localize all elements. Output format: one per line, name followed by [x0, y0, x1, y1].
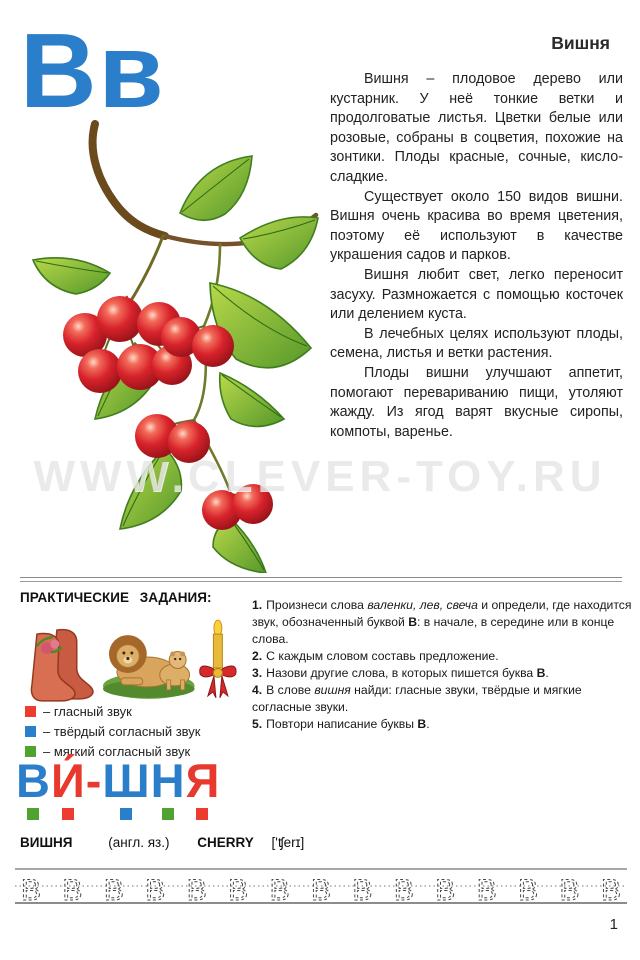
word-letter-accented: И́ — [50, 754, 85, 807]
paragraph: Вишня любит свет, легко переносит засуху. Размножается с помощью косточек или делением куста. — [330, 266, 623, 323]
page-number: 1 — [609, 916, 618, 933]
candle-picture — [196, 618, 240, 702]
task-text-italic: вишня — [314, 683, 351, 697]
task-item — [252, 648, 632, 665]
felt-boots-picture — [25, 624, 101, 702]
task-pictures-row — [25, 614, 240, 702]
task-text: С каждым словом составь предложение. — [266, 649, 499, 663]
task-number: 3. — [252, 666, 263, 680]
blue-square-icon — [25, 726, 36, 737]
page-title: Вишня — [551, 33, 610, 53]
task-text: : в начале, в середине или в конце слова. — [252, 615, 615, 646]
word-letter-cell — [151, 756, 185, 820]
word-letter-cell — [16, 756, 50, 820]
vowel-square-icon — [62, 808, 74, 820]
soft-consonant-square-icon — [162, 808, 174, 820]
transcription: ['ʧerɪ] — [271, 835, 305, 850]
task-number: 4. — [252, 683, 263, 697]
branch — [93, 124, 165, 236]
task-text: В слове — [266, 683, 315, 697]
word-letter-cell — [186, 756, 220, 820]
paragraph: Плоды вишни улучшают аппетит, помогают перевариванию пищи, утоляют жажду. Из ягод варят вкусные сиропы, компоты, варенье. — [330, 364, 623, 440]
task-text-bold: В — [408, 615, 418, 629]
english-word: CHERRY — [197, 835, 254, 850]
cherry-branch-illustration — [15, 118, 320, 573]
task-text-bold: В — [417, 717, 427, 731]
writing-practice-ruled-line — [15, 866, 627, 908]
paragraph: Вишня – плодовое дерево или кустарник. У неё тонкие ветки и продолговатые листья. Цветки белые или розовые, собраны в соцветия, похожие на зонтики. Плоды красные, сочные, кисло-сладкие. — [330, 71, 623, 185]
word-letter: Я — [185, 754, 220, 807]
task-item — [252, 682, 632, 716]
legend-label: – гласный звук — [43, 703, 132, 719]
task-number: 1. — [252, 598, 263, 612]
practice-tasks-heading: ПРАКТИЧЕСКИЕ ЗАДАНИЯ: — [20, 590, 212, 605]
sound-legend — [25, 701, 200, 761]
syllable-word — [16, 756, 220, 820]
cherry-branch-drawing — [15, 118, 320, 573]
lion-with-cub-picture — [101, 620, 197, 702]
task-text: Произнеси слова — [266, 598, 368, 612]
task-number: 5. — [252, 717, 263, 731]
task-item — [252, 716, 632, 733]
traceable-letters: В В В В В В В В В В В В В В В — [21, 874, 621, 907]
task-item — [252, 597, 632, 648]
word-letter-cell — [51, 756, 85, 820]
word-letter: Ш — [102, 754, 150, 807]
legend-label: – мягкий согласный звук — [43, 743, 191, 759]
word-hyphen: - — [85, 754, 102, 807]
word-hyphen-cell — [86, 756, 102, 820]
task-text-italic: валенки, лев, свеча — [367, 598, 478, 612]
vowel-square-icon — [196, 808, 208, 820]
task-number: 2. — [252, 649, 263, 663]
task-text: Назови другие слова, в которых пишется буква — [266, 666, 537, 680]
task-text: . — [545, 666, 549, 680]
language-note: (англ. яз.) — [108, 835, 170, 850]
word-letter-cell — [102, 756, 149, 820]
red-square-icon — [25, 706, 36, 717]
task-list — [252, 597, 632, 733]
task-text-bold: В — [536, 666, 546, 680]
translation-line — [20, 835, 304, 850]
task-text: и определи, где находится звук, обозначенный буквой — [252, 598, 632, 629]
task-text: . — [426, 717, 430, 731]
legend-row-vowel — [25, 701, 200, 721]
word-letter: Н — [150, 754, 185, 807]
paragraph: В лечебных целях используют плоды, семена, листья и ветки растения. — [330, 325, 623, 362]
alphabet-letters: Вв — [20, 12, 166, 130]
soft-consonant-square-icon — [27, 808, 39, 820]
task-item — [252, 665, 632, 682]
main-text — [330, 70, 623, 442]
word-letter: В — [16, 754, 50, 807]
hard-consonant-square-icon — [120, 808, 132, 820]
section-divider — [20, 577, 622, 582]
task-text: Повтори написание буквы — [266, 717, 418, 731]
task-text: найди: гласные звуки, твёрдые и мягкие согласные звуки. — [252, 683, 582, 714]
watermark: WWW.CLEVER-TOY.RU — [33, 452, 607, 501]
writing-practice-line — [15, 866, 627, 908]
russian-word: ВИШНЯ — [20, 835, 73, 850]
legend-label: – твёрдый согласный звук — [43, 723, 201, 739]
legend-row-hard-consonant — [25, 721, 200, 741]
paragraph: Существует около 150 видов вишни. Вишня очень красива во время цветения, поэтому её используют в качестве украшения садов и парков. — [330, 188, 623, 264]
